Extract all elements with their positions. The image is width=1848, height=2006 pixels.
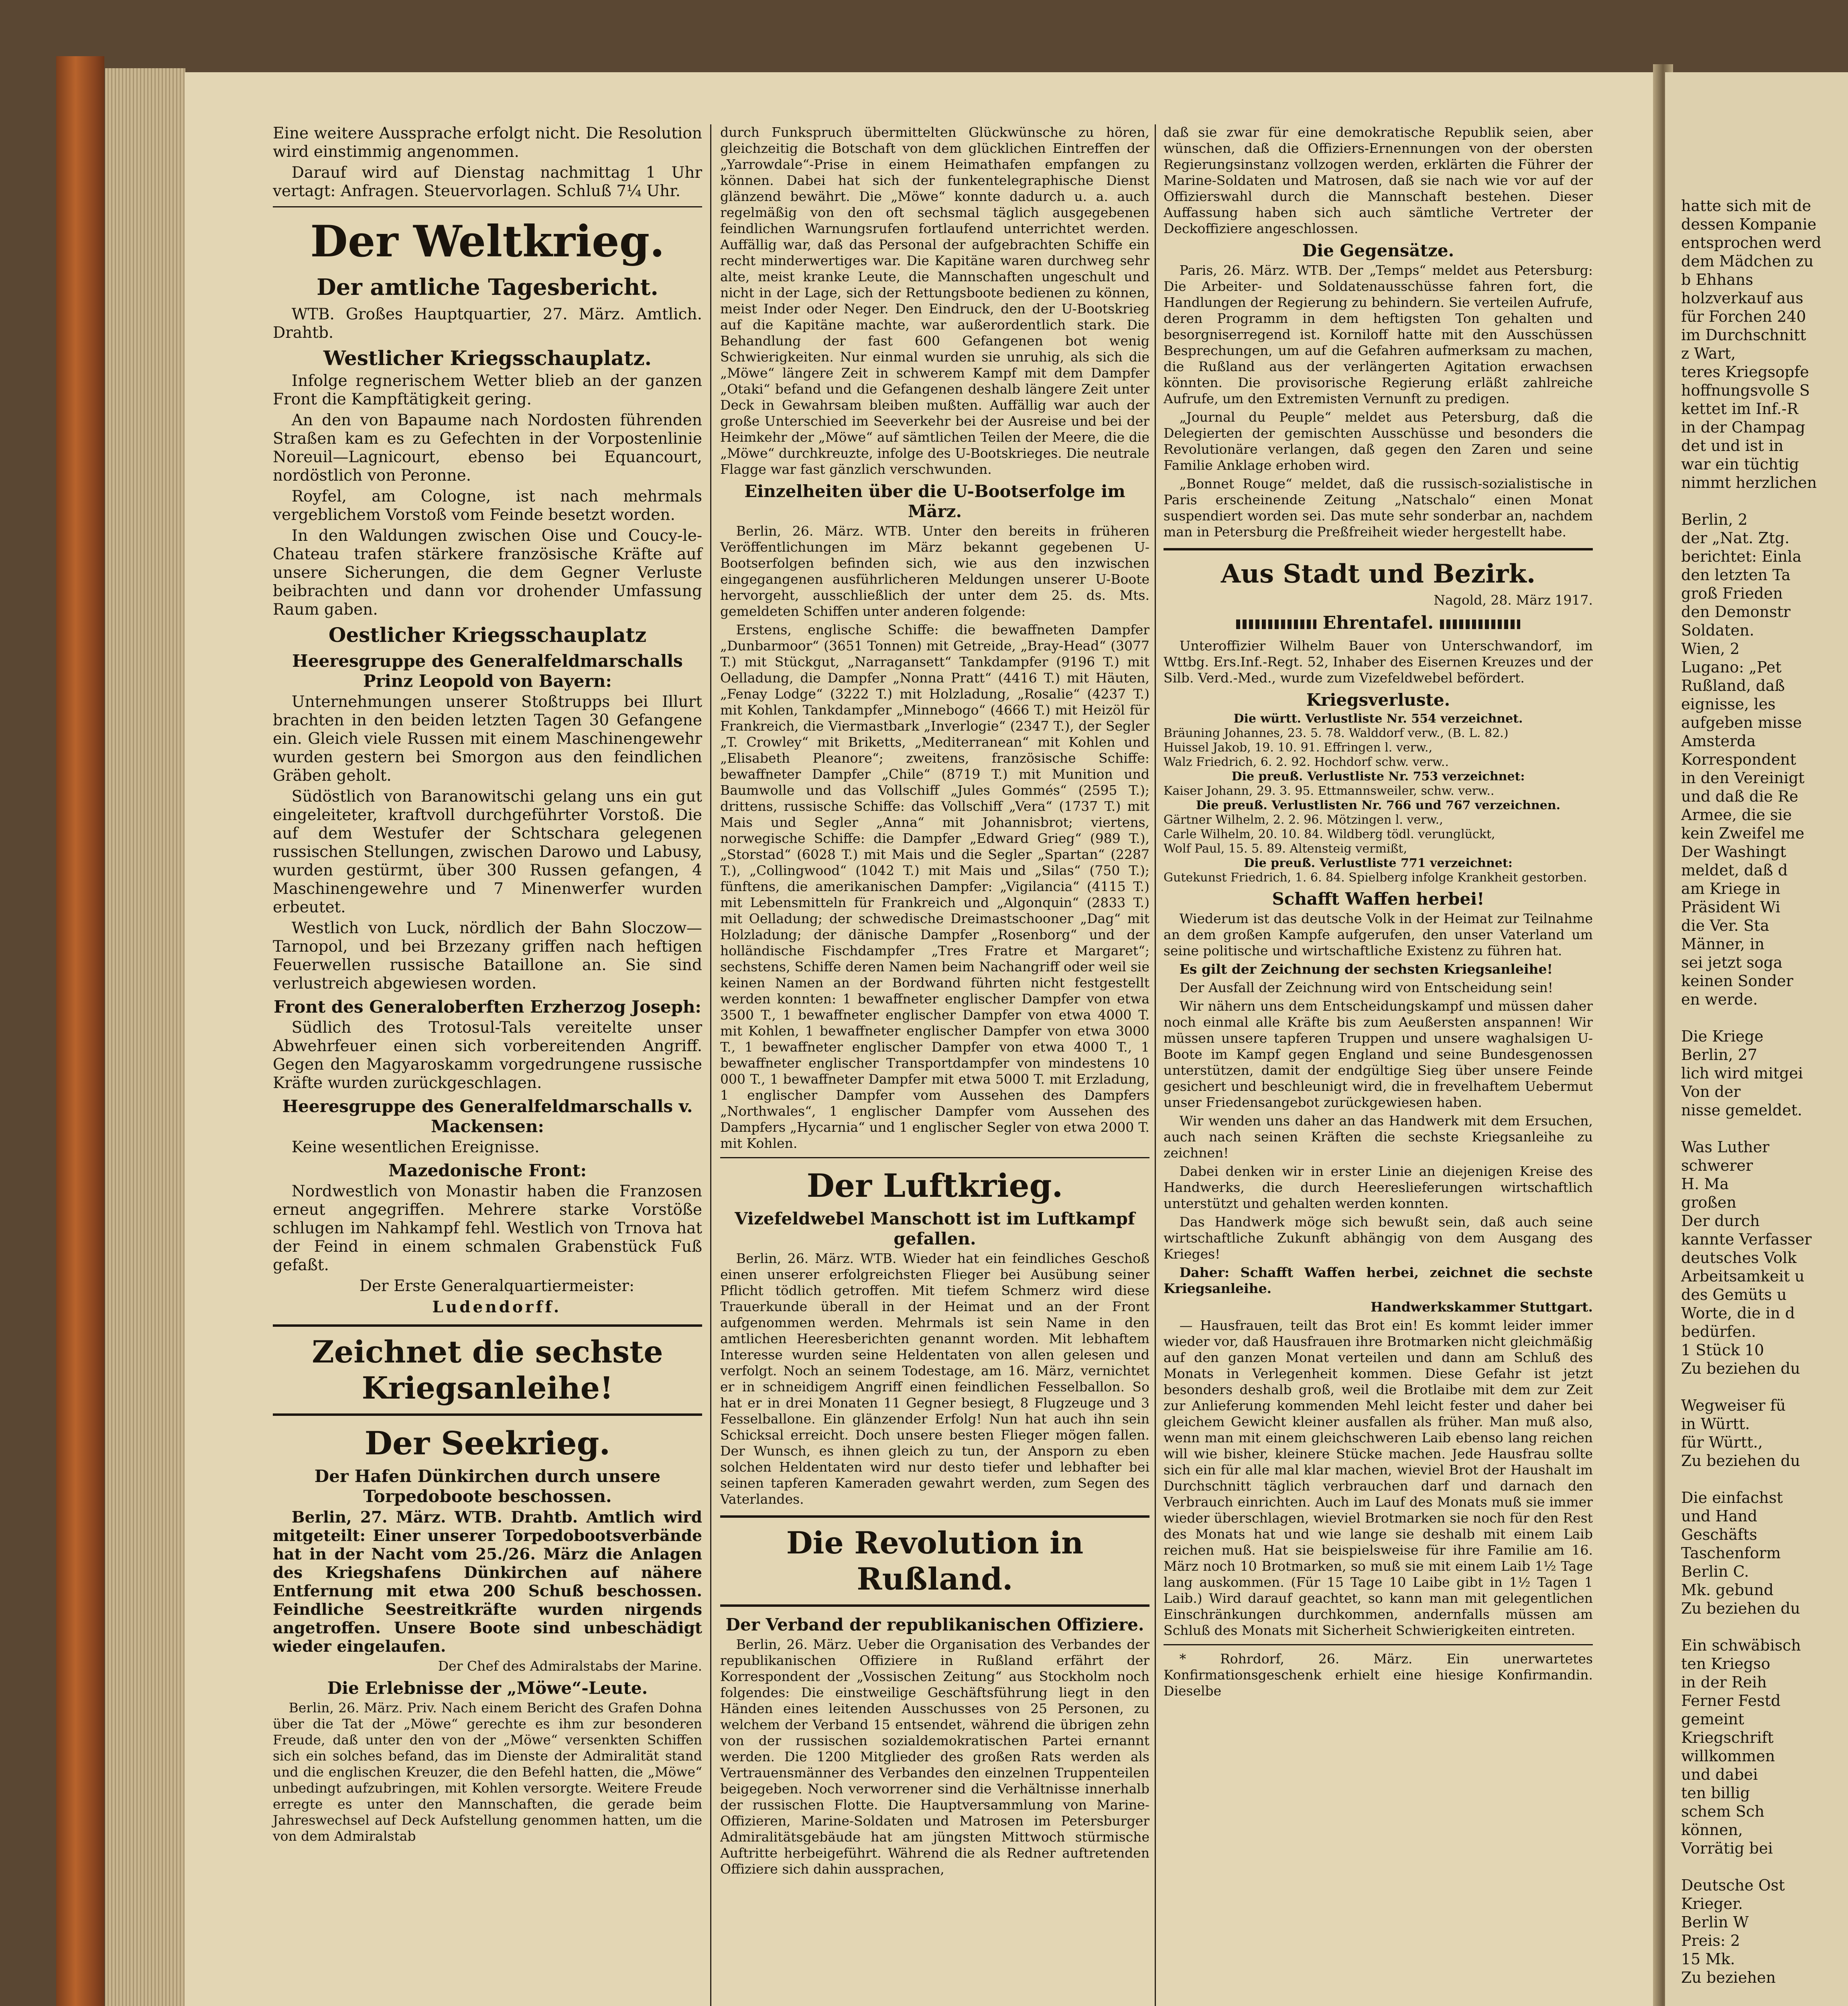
right-page-line: bedürfen.	[1681, 1323, 1756, 1340]
right-page-line: Taschenform	[1681, 1544, 1781, 1562]
right-page-line: holzverkauf aus	[1681, 289, 1803, 307]
paragraph: Nordwestlich von Monastir haben die Franzosen erneut angegriffen. Mehrere starke Vorstöße schlugen im Nahkampf fehl. Westlich von Trnova hat der Feind in einem schmalen Grabenstück Fuß gefaßt.	[273, 1182, 702, 1274]
ubt-title: Einzelheiten über die U-Bootserfolge im März.	[744, 481, 1125, 521]
right-page-line: die Ver. Sta	[1681, 917, 1769, 934]
column-rule	[710, 124, 711, 2006]
right-page-line: entsprochen werd	[1681, 234, 1822, 252]
gegensaetze-title: Die Gegensätze.	[1302, 241, 1454, 260]
ehrentafel-heading	[1164, 614, 1593, 632]
intro-paragraph: Darauf wird auf Dienstag nachmittag 1 Uhr vertagt: Anfragen. Steuervorlagen. Schluß 7¼ Uhr.	[273, 164, 702, 200]
book-binding	[56, 56, 104, 2006]
paragraph: Wir wenden uns daher an das Handwerk mit dem Ersuchen, auch nach seinen Kräften die sechste Kriegsanleihe zu zeichnen!	[1164, 1113, 1593, 1161]
right-page-line: aufgeben misse	[1681, 714, 1802, 731]
paragraph: Dabei denken wir in erster Linie an diejenigen Kreise des Handwerks, die durch Heereslieferungen wirtschaftlich unterstützt und gehalten werden konnten.	[1164, 1163, 1593, 1211]
right-page-line	[1681, 1858, 1848, 1876]
right-page-line: Arbeitsamkeit u	[1681, 1267, 1805, 1285]
right-page-line: Deutsche Ost	[1681, 1876, 1785, 1894]
seekrieg-title: Der Seekrieg.	[364, 1424, 611, 1462]
right-page-line: hoffnungsvolle S	[1681, 382, 1810, 399]
right-page-line: den letzten Ta	[1681, 566, 1791, 584]
ost-title: Oestlicher Kriegsschauplatz	[328, 623, 647, 647]
tagesbericht-title: Der amtliche Tagesbericht.	[317, 274, 658, 300]
right-page-line: nisse gemeldet.	[1681, 1101, 1802, 1119]
ehrentafel-title: Ehrentafel.	[1322, 613, 1434, 633]
waffen-title: Schafft Waffen herbei!	[1272, 889, 1484, 909]
west-title: Westlicher Kriegsschauplatz.	[323, 346, 652, 370]
paragraph: Berlin, 26. März. WTB. Wieder hat ein feindliches Geschoß einen unserer erfolgreichsten Flieger bei Ausübung seiner Pflicht tödlich getroffen. Mit tiefem Schmerz wird diese Trauerkunde überall in der Heimat und an der Front aufgenommen werden. Mehrmals ist sein Name in den amtlichen Heeresberichten genannt worden. Mit lebhaftem Interesse wurden seine Heldentaten von allen gelesen und verfolgt. Noch an seinem Todestage, am 16. März, vernichtet er in schneidigem Angriff einen feindlichen Fesselballon. So hat er in drei Monaten 11 Gegner besiegt, 8 Flugzeuge und 3 Fesselballone. Ein glänzender Erfolg! Nun hat auch ihn sein Schicksal erreicht. Doch unsere besten Flieger mögen fallen. Der Wunsch, es ihnen gleich zu tun, der Ansporn zu eben solchen Heldentaten wird nur desto tiefer und lebhafter bei seinen tapferen Kameraden gewahrt werden, zum Segen des Vaterlandes.	[720, 1251, 1149, 1507]
stadt-date: Nagold, 28. März 1917.	[1434, 592, 1593, 608]
paragraph: Der Ausfall der Zeichnung wird von Entscheidung sein!	[1179, 980, 1553, 995]
right-page-line: können,	[1681, 1821, 1743, 1839]
verluste-title: Kriegsverluste.	[1306, 690, 1450, 710]
right-page-line: Mk. gebund	[1681, 1581, 1774, 1599]
right-page-line: meldet, daß d	[1681, 861, 1788, 879]
right-page-line: den Demonstr	[1681, 603, 1791, 621]
right-page-line: dessen Kompanie	[1681, 215, 1817, 233]
right-page-line	[1681, 1470, 1848, 1488]
right-page-line: Berlin C.	[1681, 1563, 1749, 1580]
divider	[1164, 548, 1593, 550]
right-page-line: lich wird mitgei	[1681, 1064, 1803, 1082]
column-1	[273, 124, 702, 1847]
paragraph: — Hausfrauen, teilt das Brot ein! Es kommt leider immer wieder vor, daß Hausfrauen ihre Brotmarken nicht gleichmäßig auf den ganzen Monat verteilen und dann am Schluß des Monats in Verlegenheit kommen. Diese Gefahr ist jetzt besonders deshalb groß, weil die Brotlaibe mit dem zur Zeit zur Anlieferung kommenden Mehl leicht fester und daher bei gleichem Gewicht kleiner ausfallen als früher. Man muß also, wenn man mit einem gleichschweren Laib ebenso lang reichen will wie bisher, kleinere Stücke machen. Jede Hausfrau sollte sich ein für alle mal klar machen, wieviel Brot der Haushalt im Durchschnitt täglich verbrauchen darf und darnach den Verbrauch einrichten. Auch im Lauf des Monats muß sie immer wieder überschlagen, wieviel Brotmarken sie noch für den Rest des Monats hat und wie lange sie deshalb mit einem Laib reichen muß. Hat sie beispielsweise für ihre Familie am 16. März noch 10 Brotmarken, so muß sie mit einem Laib 1½ Tage lang auskommen. (Für 15 Tage 10 Laibe gibt in 1½ Tagen 1 Laib.) Wird darauf geachtet, so kann man mit gelegentlichen Einschränkungen durchkommen, andernfalls müssen am Schluß des Monats mit Sicherheit Schwierigkeiten eintreten.	[1164, 1318, 1593, 1638]
anleihe-banner: Zeichnet die sechste Kriegsanleihe!	[273, 1324, 702, 1416]
right-page-line: Männer, in	[1681, 935, 1765, 953]
paragraph: Unternehmungen unserer Stoßtrupps bei Illurt brachten in den beiden letzten Tagen 30 Gefangene ein. Gleich viele Russen mit einem Maschinengewehr wurden gestern bei Smorgon aus den feindlichen Gräben geholt.	[273, 693, 702, 785]
right-page-line: Amsterda	[1681, 732, 1756, 750]
luftkrieg-title: Der Luftkrieg.	[806, 1167, 1063, 1204]
right-page-line: und Hand	[1681, 1507, 1757, 1525]
right-page-line: b Ehhans	[1681, 271, 1753, 288]
right-page-line: Soldaten.	[1681, 621, 1755, 639]
right-page-fragment	[1681, 197, 1848, 2006]
paragraph: Das Handwerk möge sich bewußt sein, daß auch seine wirtschaftliche Zukunft abhängig von dem Ausgang des Krieges!	[1164, 1214, 1593, 1262]
paragraph: Berlin, 26. März. Ueber die Organisation des Verbandes der republikanischen Offiziere in Rußland erfährt der Korrespondent der „Vossischen Zeitung“ aus Stockholm noch folgendes: Die einstweilige Geschäftsführung liegt in den Händen eines leitenden Ausschusses von 25 Personen, zu welchem der Verband 15 entsendet, während die übrigen zehn von der russischen sozialdemokratischen Partei ernannt werden. Die 1200 Mitglieder des großen Rats werden als Vertrauensmänner des Verbandes den einzelnen Truppenteilen beigegeben. Noch verworrener sind die Verhältnisse innerhalb der russischen Flotte. Die Hauptversammlung von Marine-Offizieren, Marine-Soldaten und Matrosen im Petersburger Admiralitätsgebäude hat am jüngsten Mittwoch stürmische Auftritte herbeigeführt. Während die als Redner auftretenden Offiziere sich dahin aussprachen,	[720, 1636, 1149, 1877]
right-page-line: Ein schwäbisch	[1681, 1636, 1801, 1654]
signoff: Der Erste Generalquartiermeister:	[359, 1277, 635, 1295]
right-page-line: Krieger.	[1681, 1895, 1743, 1913]
right-page-line: Zu beziehen du	[1681, 1452, 1800, 1470]
right-page-line: Kriegschrift	[1681, 1729, 1774, 1746]
verlust-line: Die württ. Verlustliste Nr. 554 verzeichnet.	[1233, 712, 1523, 726]
right-page-line: der „Nat. Ztg.	[1681, 529, 1790, 547]
right-page-line: willkommen	[1681, 1747, 1775, 1765]
ost-subtitle: Heeresgruppe des Generalfeldmarschalls Prinz Leopold von Bayern:	[292, 651, 683, 691]
hafen-sign: Der Chef des Admiralstabs der Marine.	[438, 1658, 702, 1674]
right-page-line: groß Frieden	[1681, 585, 1783, 602]
paragraph: Berlin, 26. März. WTB. Unter den bereits in früheren Veröffentlichungen im März bekannt gegebenen U-Bootserfolgen befinden sich, wie aus den inzwischen eingegangenen ausführlicheren Meldungen unserer U-Boote hervorgeht, ausschließlich der unter dem 25. ds. Mts. gemeldeten Schiffen unter anderen folgende:	[720, 523, 1149, 619]
paragraph: Wir nähern uns dem Entscheidungskampf und müssen daher noch einmal alle Kräfte bis zum Aeußersten anspannen! Wir müssen unsere tapferen Truppen und unsere waghalsigen U-Boote im Kampf gegen England und seine Bundesgenossen unterstützen, damit der endgültige Sieg über unsere Feinde gesichert und beschleunigt wird, die in frevelhaftem Uebermut unser Friedensangebot zurückgewiesen haben.	[1164, 998, 1593, 1110]
paragraph: Berlin, 27. März. WTB. Drahtb. Amtlich wird mitgeteilt: Einer unserer Torpedobootsverbände hat in der Nacht vom 25./26. März die Anlagen des Kriegshafens Dünkirchen auf nähere Entfernung mit etwa 200 Schuß beschossen. Feindliche Seestreitkräfte wurden nirgends angetroffen. Unsere Boote sind unbeschädigt wieder eingelaufen.	[273, 1508, 702, 1656]
right-page-line: 15 Mk.	[1681, 1950, 1735, 1968]
right-page-line	[1681, 1987, 1848, 2005]
hafen-title: Der Hafen Dünkirchen durch unsere Torpedoboote beschossen.	[314, 1466, 661, 1506]
right-page-line: Berlin W	[1681, 1913, 1749, 1931]
paragraph: „Journal du Peuple“ meldet aus Petersburg, daß die Delegierten der gemischten Ausschüsse und besonders die Revolutionäre verlangen, daß gegen den Zaren und seine Familie Anklage erhoben wird.	[1164, 409, 1593, 473]
right-page-line: Armee, die sie	[1681, 806, 1792, 824]
right-page-line: Von der	[1681, 1083, 1741, 1100]
right-page-line: großen	[1681, 1194, 1736, 1211]
paragraph: Wiederum ist das deutsche Volk in der Heimat zur Teilnahme an dem großen Kampfe aufgerufen, den unser Vaterland um seine politische und wirtschaftliche Existenz zu führen hat.	[1164, 911, 1593, 958]
paragraph: Infolge regnerischem Wetter blieb an der ganzen Front die Kampftätigkeit gering.	[273, 372, 702, 408]
right-page-line: Geschäfts	[1681, 1526, 1757, 1543]
ornament-bar	[1236, 619, 1316, 629]
right-page-line: schwerer	[1681, 1157, 1753, 1174]
luft-subtitle: Vizefeldwebel Manschott ist im Luftkampf gefallen.	[735, 1209, 1135, 1249]
verlust-line: Wolf Paul, 15. 5. 89. Altensteig vermißt,	[1164, 842, 1407, 856]
right-page-line: des Gemüts u	[1681, 1286, 1787, 1303]
right-page-line: eignisse, les	[1681, 695, 1776, 713]
right-page-line: teres Kriegsopfe	[1681, 363, 1809, 381]
right-page-line: gemeint	[1681, 1710, 1744, 1728]
paragraph: Südöstlich von Baranowitschi gelang uns ein gut eingeleiteter, kraftvoll durchgeführter Vorstoß. Die auf dem Westufer der Schtschara gelegenen russischen Stellungen, zwischen Darowo und Labusy, wurden gestürmt, über 300 Russen gefangen, 4 Maschinengewehre und 7 Minenwerfer wurden erbeutet.	[273, 788, 702, 916]
paragraph: Es gilt der Zeichnung der sechsten Kriegsanleihe!	[1179, 961, 1553, 977]
verlust-line: Die preuß. Verlustlisten Nr. 766 und 767 verzeichnen.	[1196, 798, 1561, 812]
paragraph: Daher: Schafft Waffen herbei, zeichnet die sechste Kriegsanleihe.	[1164, 1265, 1593, 1296]
mazedonien-title: Mazedonische Front:	[388, 1161, 587, 1180]
paragraph: Unteroffizier Wilhelm Bauer von Unterschwandorf, im Wttbg. Ers.Inf.-Regt. 52, Inhaber des Eisernen Kreuzes und der Silb. Verd.-Med., wurde zum Vizefeldwebel befördert.	[1164, 638, 1593, 686]
ornament-bar	[1440, 619, 1520, 629]
verlust-line: Die preuß. Verlustliste Nr. 753 verzeichnet:	[1231, 770, 1525, 784]
right-page-line: Korrespondent	[1681, 751, 1796, 768]
right-page-line: Zu beziehen du	[1681, 1600, 1800, 1617]
verlust-line: Gutekunst Friedrich, 1. 6. 84. Spielberg infolge Krankheit gestorben.	[1164, 871, 1587, 885]
right-page-line: Worte, die in d	[1681, 1304, 1795, 1322]
right-page-line	[1681, 1378, 1848, 1396]
verlust-line: Gärtner Wilhelm, 2. 2. 96. Mötzingen l. verw.,	[1164, 813, 1443, 827]
paragraph: Südlich des Trotosul-Tals vereitelte unser Abwehrfeuer einen sich vorbereitenden Angriff. Gegen den Magyaroskamm vorgedrungene russische Kräfte wurden zurückgeschlagen.	[273, 1019, 702, 1092]
right-page-line: kettet im Inf.-R	[1681, 400, 1798, 418]
mackensen-title: Heeresgruppe des Generalfeldmarschalls v. Mackensen:	[282, 1096, 693, 1136]
right-page-line: kein Zweifel me	[1681, 824, 1805, 842]
right-page-line: und daß die Re	[1681, 788, 1798, 805]
right-page-line: Ferner Festd	[1681, 1692, 1781, 1710]
right-page-line: ten billig	[1681, 1784, 1750, 1802]
divider	[1164, 1644, 1593, 1645]
right-page-line: berichtet: Einla	[1681, 548, 1801, 565]
verlust-line: Carle Wilhelm, 20. 10. 84. Wildberg tödl. verunglückt,	[1164, 827, 1495, 841]
paragraph: Paris, 26. März. WTB. Der „Temps“ meldet aus Petersburg: Die Arbeiter- und Soldatenausschüsse fahren fort, die Handlungen der Regierung zu behindern. Sie verteilen Aufrufe, deren Programm in dem heftigsten Ton gehalten und besorgniserregend ist. Korniloff hatte mit den Ausschüssen Besprechungen, um auf die Gefahren aufmerksam zu machen, die Rußland aus der verlängerten Agitation erwachsen könnten. Die provisorische Regierung erläßt zahlreiche Aufrufe, um den Extremisten Vernunft zu predigen.	[1164, 262, 1593, 406]
right-page-line: Vorrätig bei	[1681, 1840, 1773, 1857]
right-page-line: war ein tüchtig	[1681, 455, 1799, 473]
paragraph: daß sie zwar für eine demokratische Republik seien, aber wünschen, daß die Offiziers-Ernennungen von der obersten Regierungsinstanz vollzogen werden, erklärten die Führer der Marine-Soldaten und Matrosen, daß sie nach wie vor auf der Offizierswahl durch die Mannschaft bestehen. Dieser Auffassung haben sich auch sämtliche Vertreter der Deckoffiziere angeschlossen.	[1164, 124, 1593, 236]
right-page-line: keinen Sonder	[1681, 972, 1793, 990]
paragraph: Erstens, englische Schiffe: die bewaffneten Dampfer „Dunbarmoor“ (3651 Tonnen) mit Getreide, „Bray-Head“ (3077 T.) mit Stückgut, „Narragansett“ Tankdampfer (9196 T.) mit Oelladung, die Dampfer „Nonna Pratt“ (4416 T.) mit Häuten, „Fenay Lodge“ (3222 T.) mit Holzladung, „Rosalie“ (4237 T.) mit Kohlen, Tankdampfer „Minnebogo“ (4666 T.) mit Heizöl für Frankreich, die Viermastbark „Inverlogie“ (2347 T.), der Segler „T. Crowley“ mit Briketts, „Mediterranean“ mit Kohlen und „Elisabeth Pleanore“; zweitens, französische Schiffe: bewaffneter Dampfer „Chile“ (8719 T.) mit Munition und Baumwolle und das Vollschiff „Jules Gommés“ (2595 T.); drittens, russische Schiffe: das Vollschiff „Vera“ (1737 T.) mit Mais und Segler „Anna“ mit Johannisbrot; viertens, norwegische Schiffe: die Dampfer „Edward Grieg“ (989 T.), „Storstad“ (6028 T.) mit Mais und die Segler „Spartan“ (2287 T.), „Collingwood“ (1042 T.) mit Mais und „Silas“ (750 T.); fünftens, die amerikanischen Dampfer: „Vigilancia“ (4115 T.) mit Lebensmitteln für Frankreich und „Algonquin“ (2833 T.) mit Oelladung; der schwedische Dreimastschooner „Dag“ mit Holzladung; der dänische Dampfer „Rosenborg“ und der holländische Fischdampfer „Tres Fratre et Margaret“; sechstens, Schiffe deren Namen beim Nachangriff oder weil sie keinen Namen an der Bordwand führten nicht festgestellt werden konnten: 1 bewaffneter englischer Dampfer von etwa 3500 T., 1 bewaffneter englischer Dampfer von etwa 4000 T. mit Kohlen, 1 bewaffneter englischer Dampfer von etwa 3000 T., 1 bewaffneter englischer Dampfer von etwa 4000 T., 1 bewaffneter englischer Transportdampfer von mindestens 10 000 T., 1 bewaffneter Dampfer mit etwa 5000 T. mit Erzladung, 1 englischer Dampfer vom Aussehen des Dampfers „Northwales“, 1 englischer Dampfer vom Aussehen des Dampfers „Hycarnia“ und 1 englischer Segler von etwa 2000 T. mit Kohlen.	[720, 622, 1149, 1151]
right-page-line: schem Sch	[1681, 1803, 1765, 1820]
paragraph: In den Waldungen zwischen Oise und Coucy-le-Chateau trafen stärkere französische Kräfte auf unsere Sicherungen, die dem Gegner Verluste beibrachten und dann vor drohender Umfassung Raum gaben.	[273, 527, 702, 619]
right-page-line: 1 Stück 10	[1681, 1341, 1764, 1359]
divider	[720, 1157, 1149, 1158]
right-page-line: det und ist in	[1681, 437, 1784, 455]
right-page-line: Was Luther	[1681, 1138, 1770, 1156]
column-rule	[1155, 124, 1156, 2006]
verlust-line: Bräuning Johannes, 23. 5. 78. Walddorf verw., (B. L. 82.)	[1164, 726, 1509, 740]
right-page-line: Preis: 2	[1681, 1932, 1740, 1949]
divider	[273, 206, 702, 207]
right-page-line: im Durchschnitt	[1681, 326, 1806, 344]
right-page-line: Berlin, 27	[1681, 1046, 1757, 1064]
right-page-line	[1681, 1119, 1848, 1138]
weltkrieg-title: Der Weltkrieg.	[310, 216, 665, 267]
right-page-line: Wien, 2	[1681, 640, 1740, 658]
paragraph: Westlich von Luck, nördlich der Bahn Sloczow—Tarnopol, und bei Brzezany griffen nach heftigen Feuerwellen russische Bataillone an. Sie sind verlustreich abgewiesen worden.	[273, 919, 702, 993]
right-page-line: in den Vereinigt	[1681, 769, 1805, 787]
newspaper-page-right	[1665, 72, 1848, 2006]
paragraph: durch Funkspruch übermittelten Glückwünsche zu hören, gleichzeitig die Botschaft von dem glücklichen Eintreffen der „Yarrowdale“-Prise in einem Heimathafen empfangen zu können. Dabei hat sich der funkentelegraphische Dienst glänzend bewährt. Die „Möwe“ konnte dadurch u. a. auch regelmäßig von den oft sechsmal täglich ausgegebenen feindlichen Warnungsrufen fortlaufend unterrichtet werden. Auffällig war, daß das Personal der aufgebrachten Schiffe ein recht minderwertiges war. Die Kapitäne waren durchweg sehr alte, meist kranke Leute, die Mannschaften ungeschult und nicht in der Lage, sich der Rettungsboote bedienen zu können, meist Inder oder Neger. Den Eindruck, den der U-Bootskrieg auf die Kapitäne machte, war außerordentlich stark. Die Behandlung der fast 600 Gefangenen bot wenig Schwierigkeiten. Nur einmal wurden sie unruhig, als sich die „Möwe“ längere Zeit in schwerem Kampf mit dem Dampfer „Otaki“ befand und die Gefangenen deshalb längere Zeit unter Deck in Gewahrsam bleiben mußten. Auffällig war auch der große Unterschied im Seeverkehr bei der Ausreise und bei der Heimkehr der „Möwe“ auf sämtlichen Teilen der Meere, die die „Möwe“ durchkreuzte, infolge des U-Bootskrieges. Die neutrale Flagge war fast gänzlich verschwunden.	[720, 124, 1150, 477]
waffen-sign: Handwerkskammer Stuttgart.	[1371, 1299, 1593, 1315]
right-page-line: sei jetzt soga	[1681, 954, 1783, 971]
right-page-line: Rußland, daß	[1681, 677, 1785, 694]
right-page-line: in der Champag	[1681, 418, 1805, 436]
right-page-line: Berlin, 2	[1681, 511, 1748, 528]
verlust-list	[1164, 712, 1593, 885]
right-page-line: in der Reih	[1681, 1673, 1767, 1691]
column-2	[720, 124, 1149, 1880]
verlust-line: Die preuß. Verlustliste 771 verzeichnet:	[1244, 856, 1513, 870]
right-page-line: H. Ma	[1681, 1175, 1729, 1193]
stadt-title: Aus Stadt und Bezirk.	[1220, 559, 1536, 589]
dateline: WTB. Großes Hauptquartier, 27. März. Amtlich. Drahtb.	[273, 305, 702, 342]
right-page-line: ten Kriegso	[1681, 1655, 1771, 1673]
right-page-line: en werde.	[1681, 991, 1758, 1008]
moewe-title: Die Erlebnisse der „Möwe“-Leute.	[327, 1678, 648, 1698]
right-page-line	[1681, 1009, 1848, 1027]
paragraph: Royfel, am Colognе, ist nach mehrmals vergeblichem Vorstoß vom Feinde besetzt worden.	[273, 487, 702, 524]
paragraph: Berlin, 26. März. Priv. Nach einem Bericht des Grafen Dohna über die Tat der „Möwe“ gerechte es ihm zur besonderen Freude, daß unter den von der „Möwe“ versenkten Schiffen sich ein solches befand, das im Dienste der Admiralität stand und die englischen Kreuzer, die den Befehl hatten, die „Möwe“ unbedingt aufzubringen, mit Kohlen versorgte. Weitere Freude erregte es unter den Mannschaften, die gerade beim Jahreswechsel auf Deck Aufstellung genommen hatten, um die von dem Admiralstab	[273, 1700, 702, 1844]
page-edges	[105, 68, 185, 2006]
verlust-line: Walz Friedrich, 6. 2. 92. Hochdorf schw. verw..	[1164, 755, 1449, 769]
right-page-line: Der durch	[1681, 1212, 1760, 1230]
paragraph: * Rohrdorf, 26. März. Ein unerwartetes Konfirmationsgeschenk erhielt eine hiesige Konfirmandin. Dieselbe	[1164, 1651, 1593, 1699]
right-page-line: Die Kriege	[1681, 1027, 1764, 1045]
right-page-line: Wegweiser fü	[1681, 1397, 1786, 1414]
right-page-line: hatte sich mit de	[1681, 197, 1811, 215]
right-page-line: Zu beziehen	[1681, 1969, 1776, 1986]
right-page-line: deutsches Volk	[1681, 1249, 1797, 1267]
right-page-line: Präsident Wi	[1681, 898, 1781, 916]
revolution-banner: Die Revolution in Rußland.	[720, 1515, 1149, 1607]
verlust-line: Huissel Jakob, 19. 10. 91. Effringen l. verw.,	[1164, 741, 1433, 755]
right-page-line: kannte Verfasser	[1681, 1230, 1812, 1248]
paragraph: An den von Bapaume nach Nordosten führenden Straßen kam es zu Gefechten in der Vorpostenlinie Noreuil—Lagnicourt, ebenso bei Equancourt, nordöstlich von Peronne.	[273, 411, 702, 485]
joseph-title: Front des Generaloberften Erzherzog Joseph:	[274, 997, 701, 1017]
column-3	[1164, 124, 1593, 1701]
paragraph: „Bonnet Rouge“ meldet, daß die russisch-sozialistische in Paris erscheinende Zeitung „Natschalo“ einen Monat suspendiert worden sei. Das mute sehr sonderbar an, nachdem man in Petersburg die Preßfreiheit wieder hergestellt habe.	[1164, 476, 1593, 540]
right-page-line: Der Washingt	[1681, 843, 1786, 861]
right-page-line: Die einfachst	[1681, 1489, 1783, 1507]
right-page-line: für Forchen 240	[1681, 308, 1806, 325]
rev-subtitle: Der Verband der republikanischen Offiziere.	[725, 1615, 1144, 1634]
right-page-line: dem Mädchen zu	[1681, 252, 1814, 270]
right-page-line: Lugano: „Pet	[1681, 658, 1782, 676]
paragraph: Keine wesentlichen Ereignisse.	[291, 1138, 540, 1156]
intro-paragraph: Eine weitere Aussprache erfolgt nicht. Die Resolution wird einstimmig angenommen.	[273, 124, 702, 161]
right-page-line: am Kriege in	[1681, 880, 1781, 897]
right-page-line: Zu beziehen du	[1681, 1360, 1800, 1377]
right-page-line: nimmt herzlichen	[1681, 474, 1817, 491]
right-page-line: und dabei	[1681, 1766, 1758, 1783]
signer: Ludendorff.	[432, 1298, 562, 1316]
verlust-line: Kaiser Johann, 29. 3. 95. Ettmannsweiler, schw. verw..	[1164, 784, 1495, 798]
right-page-line: in Württ.	[1681, 1415, 1750, 1433]
right-page-line: z Wart,	[1681, 345, 1736, 362]
right-page-line	[1681, 492, 1848, 510]
right-page-line	[1681, 1618, 1848, 1636]
right-page-line: für Württ.,	[1681, 1433, 1763, 1451]
